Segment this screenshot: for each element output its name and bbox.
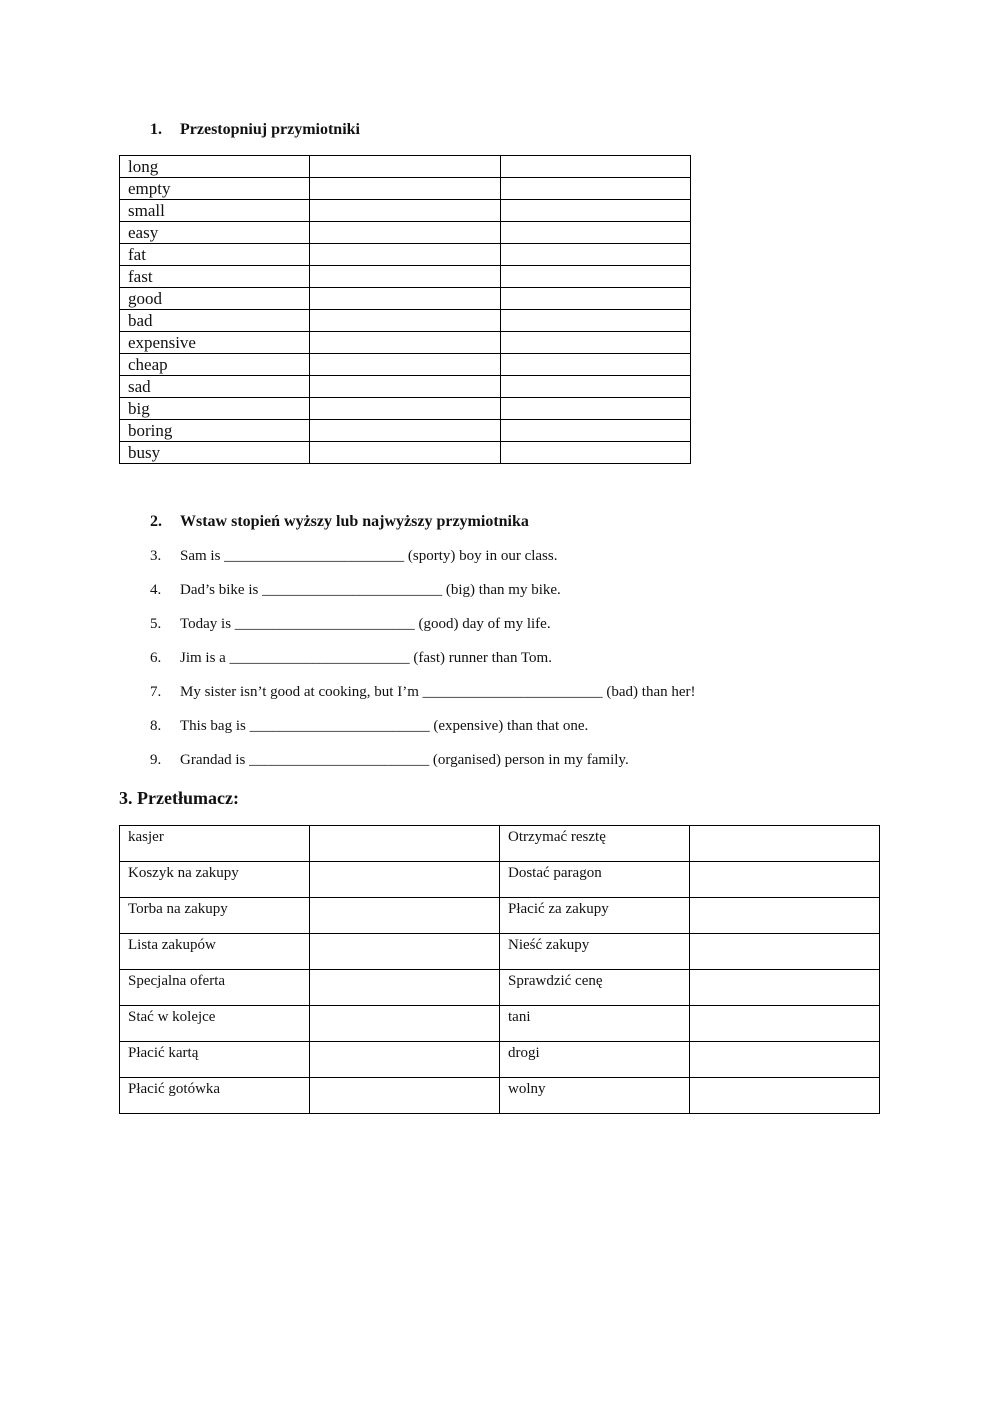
sentence-item[interactable] (150, 582, 561, 599)
sentence-text: Jim is a ________________________ (fast) runner than Tom. (180, 650, 552, 666)
adjective-cell: cheap (120, 354, 310, 376)
sentence-number: 9. (150, 752, 162, 768)
polish-phrase-cell: Dostać paragon (500, 862, 690, 898)
translation-answer-cell[interactable] (310, 826, 500, 862)
polish-phrase-cell: tani (500, 1006, 690, 1042)
translation-answer-cell[interactable] (310, 898, 500, 934)
superlative-answer-cell[interactable] (500, 222, 690, 244)
sentence-item[interactable] (150, 718, 588, 735)
sentence-text: Sam is ________________________ (sporty) boy in our class. (180, 548, 558, 564)
polish-phrase-cell: Nieść zakupy (500, 934, 690, 970)
superlative-answer-cell[interactable] (500, 354, 690, 376)
translation-row (120, 1006, 880, 1042)
adjective-row (120, 310, 691, 332)
translation-row (120, 1042, 880, 1078)
sentence-number: 5. (150, 616, 162, 632)
adjective-cell: easy (120, 222, 310, 244)
adjective-row (120, 442, 691, 464)
translation-row (120, 862, 880, 898)
polish-phrase-cell: Otrzymać resztę (500, 826, 690, 862)
adjective-cell: big (120, 398, 310, 420)
translation-answer-cell[interactable] (310, 1006, 500, 1042)
superlative-answer-cell[interactable] (500, 156, 690, 178)
translation-answer-cell[interactable] (310, 970, 500, 1006)
superlative-answer-cell[interactable] (500, 332, 690, 354)
polish-phrase-cell: Płacić za zakupy (500, 898, 690, 934)
polish-phrase-cell: Torba na zakupy (120, 898, 310, 934)
polish-phrase-cell: Sprawdzić cenę (500, 970, 690, 1006)
translation-answer-cell[interactable] (690, 1006, 880, 1042)
comparative-answer-cell[interactable] (310, 310, 500, 332)
superlative-answer-cell[interactable] (500, 420, 690, 442)
section2-heading (150, 513, 529, 531)
section2-number: 2. (150, 513, 162, 530)
adjective-cell: fat (120, 244, 310, 266)
sentence-item[interactable] (150, 650, 552, 667)
superlative-answer-cell[interactable] (500, 200, 690, 222)
translation-answer-cell[interactable] (690, 898, 880, 934)
sentence-number: 3. (150, 548, 162, 564)
section3-title: 3. Przetłumacz: (119, 788, 239, 808)
adjective-row (120, 376, 691, 398)
sentence-item[interactable] (150, 616, 551, 633)
polish-phrase-cell: Specjalna oferta (120, 970, 310, 1006)
polish-phrase-cell: Stać w kolejce (120, 1006, 310, 1042)
translation-row (120, 826, 880, 862)
sentence-item[interactable] (150, 684, 696, 701)
superlative-answer-cell[interactable] (500, 376, 690, 398)
adjective-cell: busy (120, 442, 310, 464)
translation-answer-cell[interactable] (690, 934, 880, 970)
polish-phrase-cell: Płacić gotówka (120, 1078, 310, 1114)
polish-phrase-cell: Lista zakupów (120, 934, 310, 970)
translation-answer-cell[interactable] (310, 934, 500, 970)
adjective-row (120, 156, 691, 178)
sentence-text: Grandad is ________________________ (organised) person in my family. (180, 752, 629, 768)
translation-row (120, 898, 880, 934)
comparative-answer-cell[interactable] (310, 178, 500, 200)
adjective-row (120, 266, 691, 288)
comparative-answer-cell[interactable] (310, 200, 500, 222)
adjective-cell: sad (120, 376, 310, 398)
sentence-number: 8. (150, 718, 162, 734)
comparative-answer-cell[interactable] (310, 354, 500, 376)
superlative-answer-cell[interactable] (500, 244, 690, 266)
comparative-answer-cell[interactable] (310, 420, 500, 442)
adjective-row (120, 398, 691, 420)
polish-phrase-cell: wolny (500, 1078, 690, 1114)
comparative-answer-cell[interactable] (310, 376, 500, 398)
adjective-row (120, 200, 691, 222)
translation-answer-cell[interactable] (690, 1042, 880, 1078)
translation-answer-cell[interactable] (690, 1078, 880, 1114)
adjective-row (120, 288, 691, 310)
comparative-answer-cell[interactable] (310, 332, 500, 354)
adjective-cell: bad (120, 310, 310, 332)
superlative-answer-cell[interactable] (500, 288, 690, 310)
sentence-text: This bag is ________________________ (expensive) than that one. (180, 718, 589, 734)
sentence-item[interactable] (150, 752, 629, 769)
adjective-row (120, 332, 691, 354)
comparative-answer-cell[interactable] (310, 244, 500, 266)
translation-answer-cell[interactable] (310, 862, 500, 898)
translation-answer-cell[interactable] (310, 1078, 500, 1114)
adjective-cell: small (120, 200, 310, 222)
adjective-cell: empty (120, 178, 310, 200)
adjective-row (120, 354, 691, 376)
translation-answer-cell[interactable] (690, 970, 880, 1006)
translation-row (120, 934, 880, 970)
adjective-cell: expensive (120, 332, 310, 354)
sentence-text: Today is ________________________ (good) day of my life. (180, 616, 551, 632)
superlative-answer-cell[interactable] (500, 442, 690, 464)
translation-row (120, 1078, 880, 1114)
adjective-cell: boring (120, 420, 310, 442)
adjective-cell: good (120, 288, 310, 310)
sentence-text: Dad’s bike is ________________________ (big) than my bike. (180, 582, 561, 598)
sentence-item[interactable] (150, 548, 557, 565)
sentence-number: 7. (150, 684, 162, 700)
adjectives-table (119, 155, 691, 464)
adjective-row (120, 222, 691, 244)
polish-phrase-cell: kasjer (120, 826, 310, 862)
section1-title: Przestopniuj przymiotniki (180, 121, 360, 138)
superlative-answer-cell[interactable] (500, 398, 690, 420)
adjective-row (120, 244, 691, 266)
sentence-text: My sister isn’t good at cooking, but I’m ________________________ (bad) than her! (180, 684, 696, 700)
section1-number: 1. (150, 121, 162, 138)
sentence-number: 4. (150, 582, 162, 598)
comparative-answer-cell[interactable] (310, 288, 500, 310)
superlative-answer-cell[interactable] (500, 266, 690, 288)
section2-title: Wstaw stopień wyższy lub najwyższy przymiotnika (180, 513, 529, 530)
translation-answer-cell[interactable] (690, 826, 880, 862)
polish-phrase-cell: drogi (500, 1042, 690, 1078)
comparative-answer-cell[interactable] (310, 156, 500, 178)
polish-phrase-cell: Koszyk na zakupy (120, 862, 310, 898)
translation-answer-cell[interactable] (690, 862, 880, 898)
adjective-cell: fast (120, 266, 310, 288)
superlative-answer-cell[interactable] (500, 310, 690, 332)
adjective-row (120, 420, 691, 442)
polish-phrase-cell: Płacić kartą (120, 1042, 310, 1078)
translation-row (120, 970, 880, 1006)
adjective-row (120, 178, 691, 200)
comparative-answer-cell[interactable] (310, 442, 500, 464)
translation-answer-cell[interactable] (310, 1042, 500, 1078)
sentence-number: 6. (150, 650, 162, 666)
comparative-answer-cell[interactable] (310, 222, 500, 244)
comparative-answer-cell[interactable] (310, 398, 500, 420)
translation-table (119, 825, 880, 1114)
superlative-answer-cell[interactable] (500, 178, 690, 200)
section1-heading (150, 121, 360, 139)
adjective-cell: long (120, 156, 310, 178)
comparative-answer-cell[interactable] (310, 266, 500, 288)
